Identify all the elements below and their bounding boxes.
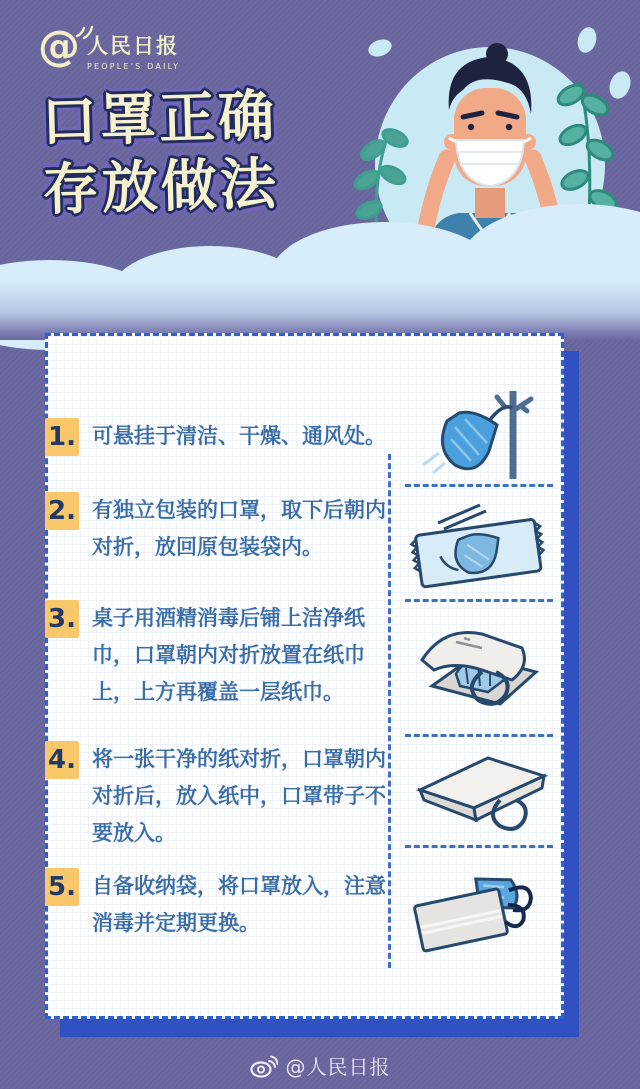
step-text: 可悬挂于清洁、干燥、通风处。: [92, 424, 386, 448]
list-item: [48, 418, 393, 456]
header: [0, 0, 640, 340]
step-number-badge: 2.: [45, 492, 79, 530]
footer-credit: @人民日报: [285, 1055, 391, 1079]
instructions-card: [45, 333, 564, 1019]
mask-in-package-illustration: [400, 487, 558, 599]
logo-subtitle: PEOPLE'S DAILY: [87, 62, 181, 71]
list-item: [48, 492, 393, 566]
mask-in-folded-paper-illustration: [400, 737, 558, 845]
step-number-badge: 4.: [45, 741, 79, 779]
illustration-column: [400, 384, 558, 964]
footer: [0, 1042, 640, 1089]
logo-brand-name: 人民日报: [87, 34, 179, 58]
step-text: 自备收纳袋，将口罩放入，注意消毒并定期更换。: [92, 874, 386, 935]
list-item: [48, 741, 393, 852]
mask-in-storage-bag-illustration: [400, 848, 558, 964]
logo-text: [87, 30, 180, 71]
peoples-daily-logo: [38, 21, 181, 71]
step-text: 将一张干净的纸对折，口罩朝内对折后，放入纸中，口罩带子不要放入。: [92, 747, 386, 845]
clouds-decoration: [0, 218, 640, 340]
step-number-badge: 3.: [45, 600, 79, 638]
step-number-badge: 5.: [45, 868, 79, 906]
list-item: [48, 600, 393, 711]
mask-hanging-illustration: [400, 384, 558, 484]
vertical-dashed-divider: [388, 454, 391, 968]
step-text: 有独立包装的口罩，取下后朝内对折，放回原包装袋内。: [92, 498, 386, 559]
list-item: [48, 868, 393, 942]
page-title: [40, 83, 279, 225]
page-title-line2: 存放做法: [42, 151, 280, 224]
weibo-at-icon: @: [38, 21, 80, 70]
step-text: 桌子用酒精消毒后铺上洁净纸巾，口罩朝内对折放置在纸巾上，上方再覆盖一层纸巾。: [92, 606, 365, 704]
mask-between-tissues-illustration: [400, 602, 558, 734]
instruction-list: [48, 336, 393, 942]
page-title-line1: 口罩正确: [40, 83, 278, 156]
signal-waves-icon: [74, 22, 96, 42]
step-number-badge: 1.: [45, 418, 79, 456]
weibo-icon: [250, 1054, 278, 1078]
